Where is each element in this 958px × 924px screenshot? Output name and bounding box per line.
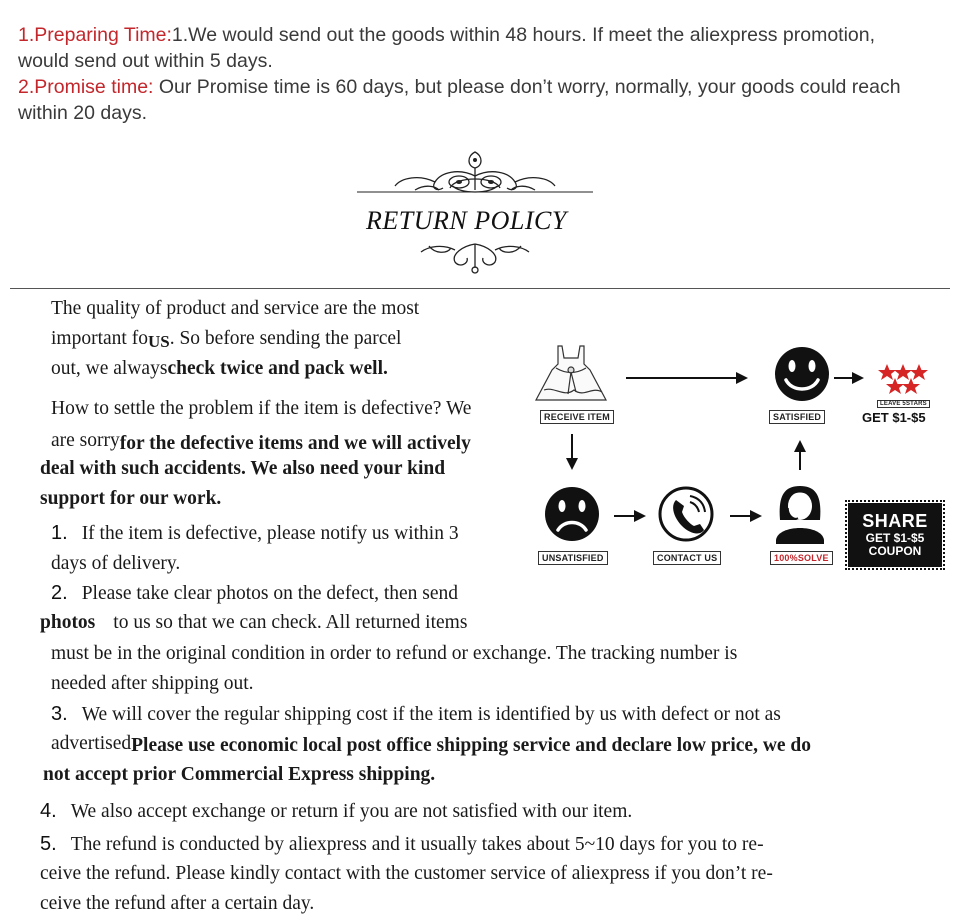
list-item-5-text: The refund is conducted by aliexpress and it usually takes about 5~10 days for you to re-: [70, 834, 764, 855]
contact-us-label: CONTACT US: [653, 551, 721, 565]
promise-time-label: 2.Promise time:: [18, 76, 154, 98]
list-item-4-number: 4.: [40, 800, 57, 822]
intro-line-1: The quality of product and service are the most: [51, 298, 420, 319]
stars-icon: [878, 364, 928, 394]
promise-time-line: [18, 76, 901, 99]
list-item-2-number: 2.: [51, 582, 68, 604]
intro-line-3-start: out, we always: [51, 358, 168, 379]
support-agent-icon: [776, 486, 824, 544]
list-item-2-line-2-text: to us so that we can check. All returned items: [113, 612, 468, 633]
share-coupon-badge: [848, 503, 942, 567]
list-item-2-text: Please take clear photos on the defect, then send: [81, 583, 459, 604]
dress-icon: [536, 346, 606, 400]
solve-label: 100%SOLVE: [770, 551, 833, 565]
share-sub-2: COUPON: [868, 544, 922, 558]
list-item-5-line-2: ceive the refund. Please kindly contact with the customer service of aliexpress if you don’t re-: [40, 863, 773, 884]
get-reward-label: GET $1-$5: [862, 410, 926, 425]
list-item-4: [40, 800, 632, 823]
list-item-2-photos: photos: [40, 612, 96, 633]
smiley-sad-icon: [545, 487, 599, 541]
list-item-3-line-2: [51, 733, 811, 755]
settle-line-2: [51, 430, 471, 452]
leave-stars-label: LEAVE 5STARS: [877, 400, 930, 408]
preparing-time-line-2: would send out within 5 days.: [18, 50, 273, 72]
list-item-3-number: 3.: [51, 703, 68, 725]
settle-line-2-bold: for the defective items and we will actively: [119, 433, 471, 454]
settle-line-3: deal with such accidents. We also need your kind: [40, 458, 446, 479]
promise-time-line-2: within 20 days.: [18, 102, 147, 124]
list-item-5: [40, 833, 764, 856]
preparing-time-line: [18, 24, 875, 47]
settle-line-4: support for our work.: [40, 488, 222, 509]
list-item-3-advertised: advertised: [51, 733, 132, 754]
list-item-3-bold: Please use economic local post office shipping service and declare low price, we do: [131, 735, 812, 756]
share-sub-1: GET $1-$5: [865, 531, 925, 545]
settle-line-2-start: are sorry: [51, 430, 120, 451]
intro-line-2: [51, 328, 401, 350]
intro-line-2-us: US: [147, 332, 170, 351]
list-item-1: [51, 522, 459, 545]
intro-line-3-bold: check twice and pack well.: [167, 358, 388, 379]
promise-time-text: Our Promise time is 60 days, but please don’t worry, normally, your goods could reach: [153, 76, 901, 98]
list-item-5-line-3: ceive the refund after a certain day.: [40, 893, 315, 914]
preparing-time-text: 1.We would send out the goods within 48 hours. If meet the aliexpress promotion,: [171, 24, 876, 46]
list-item-2-line-3: must be in the original condition in order to refund or exchange. The tracking number is: [51, 643, 738, 664]
list-item-2: [51, 582, 458, 605]
list-item-5-number: 5.: [40, 833, 57, 855]
intro-line-2-start: important fo: [51, 328, 148, 349]
section-divider: [10, 288, 950, 289]
list-item-1-text: If the item is defective, please notify us within 3: [81, 523, 459, 544]
list-item-3-line-3: not accept prior Commercial Express shipping.: [43, 764, 436, 785]
list-item-1-line-2: days of delivery.: [51, 553, 181, 574]
settle-line-1: How to settle the problem if the item is defective? We: [51, 398, 472, 419]
list-item-2-line-4: needed after shipping out.: [51, 673, 254, 694]
list-item-4-text: We also accept exchange or return if you are not satisfied with our item.: [70, 801, 633, 822]
return-policy-title: RETURN POLICY: [366, 206, 567, 235]
intro-line-2-end: . So before sending the parcel: [169, 328, 402, 349]
unsatisfied-label: UNSATISFIED: [538, 551, 608, 565]
phone-icon: [660, 488, 712, 540]
share-title: SHARE: [862, 511, 928, 531]
list-item-3-text: We will cover the regular shipping cost if the item is identified by us with defect or not as: [81, 704, 781, 725]
list-item-2-line-2: [40, 612, 467, 634]
list-item-1-number: 1.: [51, 522, 68, 544]
smiley-happy-icon: [775, 347, 829, 401]
preparing-time-label: 1.Preparing Time:: [18, 24, 172, 46]
satisfied-label: SATISFIED: [769, 410, 825, 424]
intro-line-3: [51, 358, 388, 380]
receive-item-label: RECEIVE ITEM: [540, 410, 614, 424]
list-item-3: [51, 703, 781, 726]
